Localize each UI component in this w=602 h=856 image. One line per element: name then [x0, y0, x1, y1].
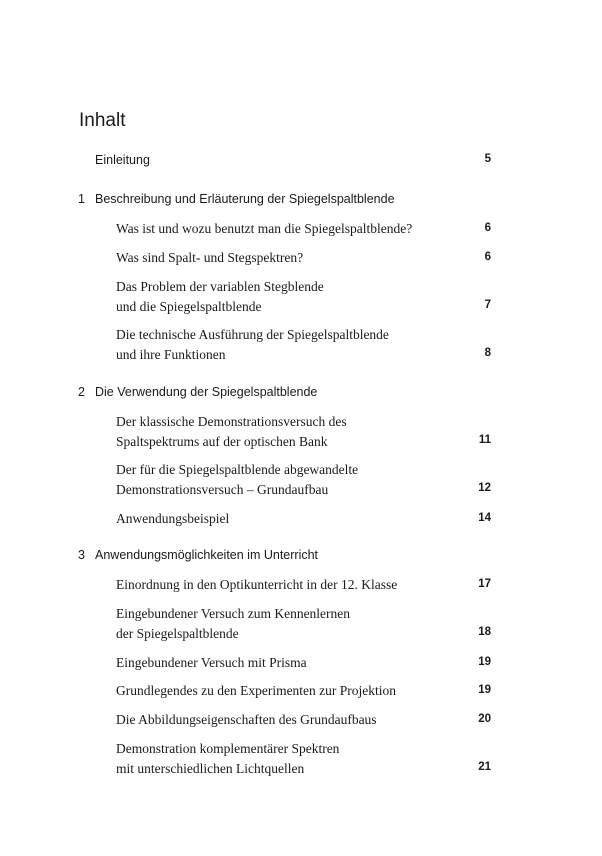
entry-title: Eingebundener Versuch zum Kennenlernen der Spiegelspaltblende	[116, 606, 351, 641]
entry-page: 19	[478, 656, 491, 668]
entry-title: Die Abbildungseigenschaften des Grundaufbaus	[116, 712, 377, 727]
entry-page: 7	[484, 299, 491, 311]
entry-title: Einordnung in den Optikunterricht in der 12. Klasse	[116, 577, 398, 592]
section-number: 1	[78, 192, 85, 206]
toc-title: Inhalt	[79, 110, 126, 131]
entry-page: 6	[484, 222, 491, 234]
entry-title: Anwendungsbeispiel	[116, 511, 230, 526]
section-number: 3	[78, 548, 85, 562]
entry-title: Was ist und wozu benutzt man die Spiegelspaltblende?	[116, 221, 413, 236]
toc-intro-page: 5	[484, 153, 491, 165]
entry-title: Eingebundener Versuch mit Prisma	[116, 655, 307, 670]
entry-page: 19	[478, 684, 491, 696]
section-title: Anwendungsmöglichkeiten im Unterricht	[95, 548, 319, 562]
toc-intro-label: Einleitung	[95, 153, 150, 167]
entry-title: Was sind Spalt- und Stegspektren?	[116, 250, 304, 265]
entry-title: Das Problem der variablen Stegblende und die Spiegelspaltblende	[116, 279, 324, 314]
section-title: Die Verwendung der Spiegelspaltblende	[95, 385, 318, 399]
entry-page: 11	[478, 434, 491, 446]
entry-page: 12	[478, 482, 491, 494]
entry-page: 18	[478, 626, 491, 638]
entry-page: 8	[484, 347, 491, 359]
section-number: 2	[78, 385, 85, 399]
entry-page: 17	[478, 578, 491, 590]
entry-title: Grundlegendes zu den Experimenten zur Projektion	[116, 683, 397, 698]
section-title: Beschreibung und Erläuterung der Spiegelspaltblende	[95, 192, 395, 206]
entry-page: 6	[484, 251, 491, 263]
entry-title: Die technische Ausführung der Spiegelspaltblende und ihre Funktionen	[116, 327, 389, 362]
entry-title: Der für die Spiegelspaltblende abgewandelte Demonstrationsversuch – Grundaufbau	[116, 462, 359, 497]
entry-page: 20	[478, 713, 491, 725]
entry-title: Demonstration komplementärer Spektren mit unterschiedlichen Lichtquellen	[116, 741, 340, 776]
entry-page: 14	[478, 512, 491, 524]
entry-page: 21	[478, 761, 491, 773]
entry-title: Der klassische Demonstrationsversuch des Spaltspektrums auf der optischen Bank	[116, 414, 347, 449]
